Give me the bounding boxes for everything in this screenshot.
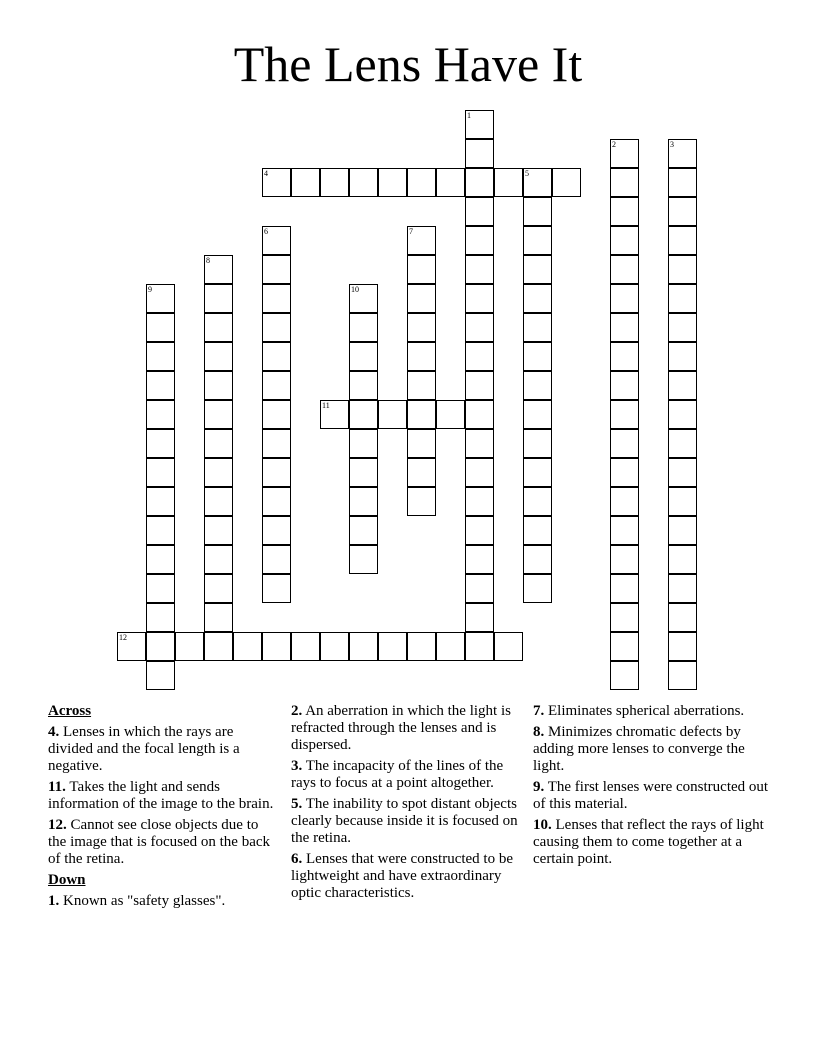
grid-cell[interactable] — [523, 168, 552, 197]
grid-cell[interactable] — [610, 429, 639, 458]
grid-cell[interactable] — [349, 168, 378, 197]
grid-cell[interactable] — [146, 661, 175, 690]
grid-cell[interactable] — [262, 255, 291, 284]
grid-cell[interactable] — [668, 371, 697, 400]
clue-item-number: 3. — [291, 758, 303, 774]
grid-cell[interactable] — [146, 632, 175, 661]
grid-cell[interactable] — [523, 458, 552, 487]
grid-cell[interactable] — [291, 168, 320, 197]
clue-item-text: Known as "safety glasses". — [63, 893, 226, 909]
grid-cell[interactable] — [436, 632, 465, 661]
clue-item-text: The incapacity of the lines of the rays to focus at a point altogether. — [291, 758, 504, 791]
grid-cell[interactable] — [407, 371, 436, 400]
grid-cell[interactable] — [262, 516, 291, 545]
grid-cell[interactable] — [668, 429, 697, 458]
grid-cell[interactable] — [349, 371, 378, 400]
clue-item — [291, 796, 527, 847]
clue-number: 11 — [322, 401, 330, 410]
grid-cell[interactable] — [523, 429, 552, 458]
grid-cell[interactable] — [668, 487, 697, 516]
clue-item — [533, 817, 773, 868]
grid-cell[interactable] — [378, 632, 407, 661]
grid-cell[interactable] — [494, 168, 523, 197]
grid-cell[interactable] — [407, 487, 436, 516]
grid-cell[interactable] — [610, 371, 639, 400]
grid-cell[interactable] — [610, 342, 639, 371]
grid-cell[interactable] — [204, 429, 233, 458]
clue-column-1 — [48, 703, 280, 914]
grid-cell[interactable] — [523, 574, 552, 603]
grid-cell[interactable] — [146, 574, 175, 603]
clue-item-number: 4. — [48, 724, 60, 740]
grid-cell[interactable] — [349, 545, 378, 574]
clue-item-text: Takes the light and sends information of the image to the brain. — [48, 779, 274, 812]
grid-cell[interactable] — [349, 458, 378, 487]
grid-cell[interactable] — [204, 516, 233, 545]
grid-cell[interactable] — [465, 284, 494, 313]
grid-cell[interactable] — [262, 284, 291, 313]
clue-number: 1 — [467, 111, 471, 120]
grid-cell[interactable] — [146, 458, 175, 487]
clue-item-number: 1. — [48, 893, 60, 909]
grid-cell[interactable] — [610, 458, 639, 487]
clue-item — [533, 724, 773, 775]
grid-cell[interactable] — [668, 342, 697, 371]
clue-item-text: The inability to spot distant objects clearly because inside it is focused on the retina. — [291, 796, 518, 846]
grid-cell[interactable] — [407, 284, 436, 313]
grid-cell[interactable] — [146, 487, 175, 516]
grid-cell[interactable] — [668, 661, 697, 690]
grid-cell[interactable] — [349, 342, 378, 371]
grid-cell[interactable] — [465, 226, 494, 255]
grid-cell[interactable] — [146, 516, 175, 545]
clue-item — [291, 703, 527, 754]
grid-cell[interactable] — [320, 632, 349, 661]
grid-cell[interactable] — [349, 313, 378, 342]
clue-item-number: 2. — [291, 703, 303, 719]
grid-cell[interactable] — [610, 632, 639, 661]
grid-cell[interactable] — [668, 197, 697, 226]
grid-cell[interactable] — [523, 284, 552, 313]
grid-cell[interactable] — [204, 284, 233, 313]
grid-cell[interactable] — [668, 168, 697, 197]
grid-cell[interactable] — [407, 313, 436, 342]
clue-item-number: 10. — [533, 817, 552, 833]
grid-cell[interactable] — [146, 603, 175, 632]
grid-cell[interactable] — [262, 429, 291, 458]
grid-cell[interactable] — [349, 516, 378, 545]
grid-cell[interactable] — [610, 139, 639, 168]
grid-cell[interactable] — [668, 400, 697, 429]
grid-cell[interactable] — [523, 516, 552, 545]
clue-number: 9 — [148, 285, 152, 294]
clue-number: 6 — [264, 227, 268, 236]
grid-cell[interactable] — [320, 400, 349, 429]
clue-item-number: 6. — [291, 851, 303, 867]
clue-number: 3 — [670, 140, 674, 149]
clue-item-text: Minimizes chromatic defects by adding more lenses to converge the light. — [533, 724, 745, 774]
grid-cell[interactable] — [407, 458, 436, 487]
grid-cell[interactable] — [465, 342, 494, 371]
grid-cell[interactable] — [610, 255, 639, 284]
grid-cell[interactable] — [523, 371, 552, 400]
grid-cell[interactable] — [146, 342, 175, 371]
grid-cell[interactable] — [349, 400, 378, 429]
grid-cell[interactable] — [407, 429, 436, 458]
grid-cell[interactable] — [610, 226, 639, 255]
clue-item-number: 5. — [291, 796, 303, 812]
grid-cell[interactable] — [465, 429, 494, 458]
grid-cell[interactable] — [262, 632, 291, 661]
grid-cell[interactable] — [204, 458, 233, 487]
grid-cell[interactable] — [378, 400, 407, 429]
grid-cell[interactable] — [291, 632, 320, 661]
clue-column-2 — [291, 703, 527, 906]
grid-cell[interactable] — [465, 632, 494, 661]
grid-cell[interactable] — [465, 603, 494, 632]
grid-cell[interactable] — [262, 168, 291, 197]
grid-cell[interactable] — [523, 313, 552, 342]
grid-cell[interactable] — [465, 255, 494, 284]
grid-cell[interactable] — [668, 139, 697, 168]
grid-cell[interactable] — [262, 226, 291, 255]
clue-item-text: Cannot see close objects due to the image that is focused on the back of the retina. — [48, 817, 271, 867]
grid-cell[interactable] — [436, 168, 465, 197]
grid-cell[interactable] — [465, 574, 494, 603]
grid-cell[interactable] — [349, 487, 378, 516]
grid-cell[interactable] — [146, 284, 175, 313]
clue-item-number: 9. — [533, 779, 545, 795]
grid-cell[interactable] — [262, 371, 291, 400]
clue-item-number: 8. — [533, 724, 545, 740]
clue-item — [291, 758, 527, 792]
grid-cell[interactable] — [610, 574, 639, 603]
grid-cell[interactable] — [668, 226, 697, 255]
grid-cell[interactable] — [523, 545, 552, 574]
clue-number: 8 — [206, 256, 210, 265]
grid-cell[interactable] — [262, 313, 291, 342]
grid-cell[interactable] — [436, 400, 465, 429]
clue-item-text: Lenses that were constructed to be lightweight and have extraordinary optic characteristics. — [291, 851, 514, 901]
grid-cell[interactable] — [204, 632, 233, 661]
grid-cell[interactable] — [610, 313, 639, 342]
grid-cell[interactable] — [668, 458, 697, 487]
grid-cell[interactable] — [668, 284, 697, 313]
grid-cell[interactable] — [146, 371, 175, 400]
clue-number: 10 — [351, 285, 359, 294]
grid-cell[interactable] — [668, 545, 697, 574]
grid-cell[interactable] — [349, 284, 378, 313]
grid-cell[interactable] — [465, 139, 494, 168]
grid-cell[interactable] — [262, 487, 291, 516]
grid-cell[interactable] — [204, 400, 233, 429]
clue-item-text: The first lenses were constructed out of this material. — [533, 779, 769, 812]
grid-cell[interactable] — [465, 313, 494, 342]
grid-cell[interactable] — [610, 603, 639, 632]
grid-cell[interactable] — [465, 487, 494, 516]
grid-cell[interactable] — [204, 371, 233, 400]
grid-cell[interactable] — [204, 342, 233, 371]
grid-cell[interactable] — [407, 226, 436, 255]
grid-cell[interactable] — [523, 342, 552, 371]
down-heading: Down — [48, 872, 86, 888]
grid-cell[interactable] — [262, 400, 291, 429]
grid-cell[interactable] — [262, 342, 291, 371]
grid-cell[interactable] — [494, 632, 523, 661]
grid-cell[interactable] — [668, 632, 697, 661]
grid-cell[interactable] — [552, 168, 581, 197]
grid-cell[interactable] — [523, 255, 552, 284]
grid-cell[interactable] — [204, 487, 233, 516]
grid-cell[interactable] — [407, 400, 436, 429]
grid-cell[interactable] — [349, 632, 378, 661]
grid-cell[interactable] — [610, 516, 639, 545]
clue-number: 2 — [612, 140, 616, 149]
clue-column-3 — [533, 703, 773, 872]
clue-item — [291, 851, 527, 902]
grid-cell[interactable] — [610, 197, 639, 226]
clue-item — [533, 703, 773, 720]
puzzle-title: The Lens Have It — [233, 36, 583, 92]
clue-item — [48, 817, 280, 868]
grid-cell[interactable] — [407, 255, 436, 284]
clue-item-number: 7. — [533, 703, 545, 719]
clue-item-text: An aberration in which the light is refracted through the lenses and is dispersed. — [291, 703, 511, 753]
clue-number: 4 — [264, 169, 268, 178]
clue-item — [48, 779, 280, 813]
clue-item-text: Lenses in which the rays are divided and the focal length is a negative. — [48, 724, 240, 774]
grid-cell[interactable] — [175, 632, 204, 661]
grid-cell[interactable] — [407, 632, 436, 661]
grid-cell[interactable] — [523, 400, 552, 429]
clue-item — [48, 893, 280, 910]
grid-cell[interactable] — [349, 429, 378, 458]
grid-cell[interactable] — [465, 516, 494, 545]
grid-cell[interactable] — [610, 168, 639, 197]
grid-cell[interactable] — [378, 168, 407, 197]
grid-cell[interactable] — [465, 545, 494, 574]
grid-cell[interactable] — [668, 574, 697, 603]
grid-cell[interactable] — [610, 661, 639, 690]
grid-cell[interactable] — [146, 545, 175, 574]
grid-cell[interactable] — [117, 632, 146, 661]
grid-cell[interactable] — [465, 168, 494, 197]
grid-cell[interactable] — [146, 429, 175, 458]
grid-cell[interactable] — [668, 313, 697, 342]
clue-item-number: 12. — [48, 817, 67, 833]
clue-item-number: 11. — [48, 779, 66, 795]
clue-item — [48, 724, 280, 775]
grid-cell[interactable] — [668, 516, 697, 545]
clue-item-text: Eliminates spherical aberrations. — [548, 703, 745, 719]
grid-cell[interactable] — [465, 197, 494, 226]
grid-cell[interactable] — [523, 487, 552, 516]
grid-cell[interactable] — [320, 168, 349, 197]
grid-cell[interactable] — [204, 574, 233, 603]
clue-number: 7 — [409, 227, 413, 236]
clue-item-text: Lenses that reflect the rays of light causing them to come together at a certain point. — [533, 817, 764, 867]
grid-cell[interactable] — [610, 284, 639, 313]
grid-cell[interactable] — [407, 342, 436, 371]
grid-cell[interactable] — [262, 545, 291, 574]
grid-cell[interactable] — [523, 226, 552, 255]
grid-cell[interactable] — [465, 371, 494, 400]
grid-cell[interactable] — [204, 603, 233, 632]
grid-cell[interactable] — [262, 574, 291, 603]
grid-cell[interactable] — [465, 458, 494, 487]
grid-cell[interactable] — [146, 400, 175, 429]
grid-cell[interactable] — [204, 313, 233, 342]
clue-number: 5 — [525, 169, 529, 178]
grid-cell[interactable] — [610, 487, 639, 516]
grid-cell[interactable] — [610, 545, 639, 574]
grid-cell[interactable] — [610, 400, 639, 429]
grid-cell[interactable] — [262, 458, 291, 487]
grid-cell[interactable] — [204, 255, 233, 284]
grid-cell[interactable] — [146, 313, 175, 342]
grid-cell[interactable] — [204, 545, 233, 574]
grid-cell[interactable] — [407, 168, 436, 197]
grid-cell[interactable] — [465, 110, 494, 139]
clue-item — [533, 779, 773, 813]
across-heading: Across — [48, 703, 92, 719]
clue-number: 12 — [119, 633, 127, 642]
grid-cell[interactable] — [668, 603, 697, 632]
grid-cell[interactable] — [465, 400, 494, 429]
grid-cell[interactable] — [668, 255, 697, 284]
grid-cell[interactable] — [233, 632, 262, 661]
grid-cell[interactable] — [523, 197, 552, 226]
